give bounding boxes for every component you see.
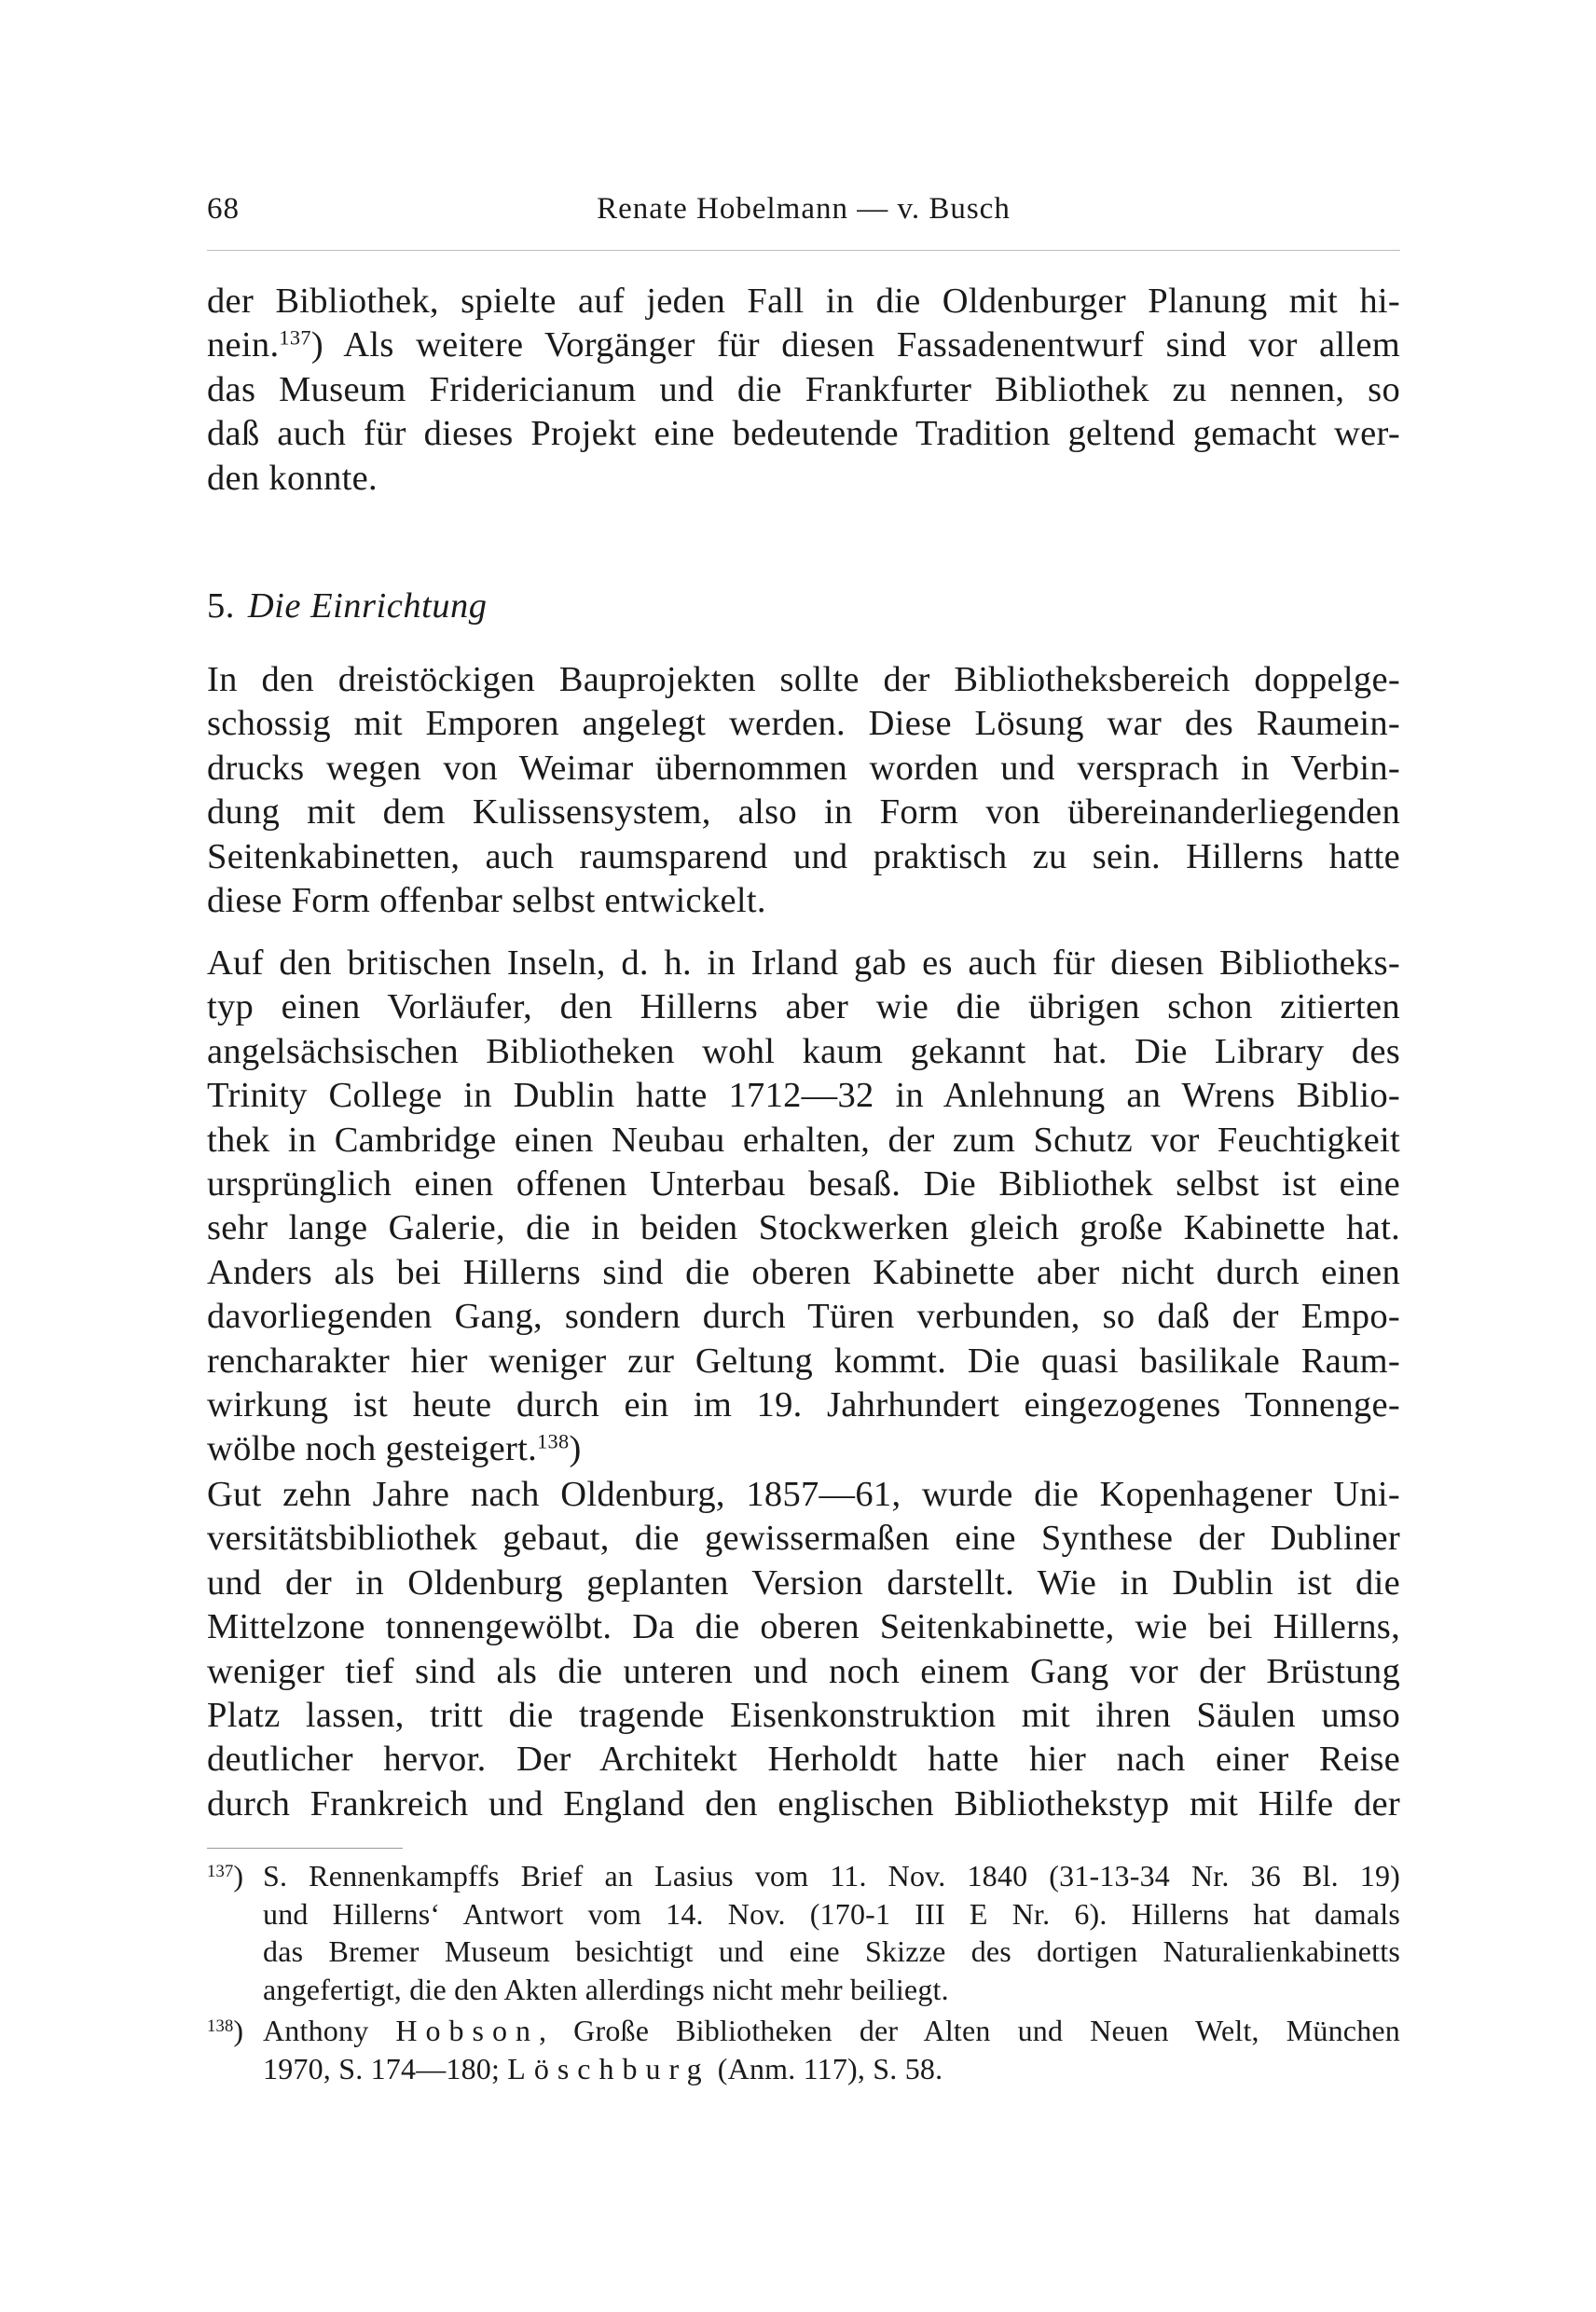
footnote-line: Anthony Hobson, Große Bibliotheken der Alten und Neuen Welt, München: [263, 2014, 1400, 2047]
paragraph-1: [207, 280, 1400, 501]
running-title: Renate Hobelmann — v. Busch: [597, 192, 1011, 226]
text-line: das Museum Fridericianum und die Frankfurter Bibliothek zu nennen, so: [207, 369, 1400, 409]
text-line: sehr lange Galerie, die in beiden Stockwerken gleich große Kabinette hat.: [207, 1208, 1400, 1248]
text-line: rencharakter hier weniger zur Geltung kommt. Die quasi basilikale Raum-: [207, 1341, 1400, 1381]
footnote-marker: $^{138}$): [207, 2014, 244, 2047]
text-line: ursprünglich einen offenen Unterbau besaß. Die Bibliothek selbst ist eine: [207, 1164, 1400, 1204]
text-line: diese Form offenbar selbst entwickelt.: [207, 881, 766, 921]
text-line: thek in Cambridge einen Neubau erhalten, der zum Schutz vor Feuchtigkeit: [207, 1120, 1400, 1160]
text-line: durch Frankreich und England den englischen Bibliothekstyp mit Hilfe der: [207, 1783, 1400, 1823]
text-line: daß auch für dieses Projekt eine bedeutende Tradition geltend gemacht wer-: [207, 414, 1400, 454]
text-line: Auf den britischen Inseln, d. h. in Irland gab es auch für diesen Bibliotheks-: [207, 943, 1400, 983]
footnotes: [207, 1857, 1400, 2091]
footnote-rule: [207, 1848, 403, 1849]
footnote-line: und Hillerns‘ Antwort vom 14. Nov. (170-1 III E Nr. 6). Hillerns hat damals: [263, 1896, 1400, 1931]
text-line: Anders als bei Hillerns sind die oberen Kabinette aber nicht durch einen: [207, 1252, 1400, 1292]
author-name-spaced: Löschburg: [507, 2051, 710, 2085]
text-line: deutlicher hervor. Der Architekt Herholdt hatte hier nach einer Reise: [207, 1740, 1400, 1780]
footnote-line: S. Rennenkampffs Brief an Lasius vom 11. Nov. 1840 (31-13-34 Nr. 36 Bl. 19): [263, 1859, 1400, 1892]
page-number: 68: [207, 192, 240, 226]
text-line: schossig mit Emporen angelegt werden. Diese Lösung war des Raumein-: [207, 704, 1400, 744]
text-line: drucks wegen von Weimar übernommen worden und versprach in Verbin-: [207, 748, 1400, 788]
text-line: und der in Oldenburg geplanten Version darstellt. Wie in Dublin ist die: [207, 1562, 1400, 1603]
section-number: 5.: [207, 586, 235, 626]
text-line: angelsächsischen Bibliotheken wohl kaum gekannt hat. Die Library des: [207, 1031, 1400, 1071]
text-line: davorliegenden Gang, sondern durch Türen verbunden, so daß der Empo-: [207, 1297, 1400, 1337]
footnote-line: 1970, S. 174—180; Löschburg (Anm. 117), S. 58.: [263, 2051, 943, 2085]
footnote-ref-137: 137: [279, 326, 311, 351]
text-line: weniger tief sind als die unteren und noch einem Gang vor der Brüstung: [207, 1651, 1400, 1691]
page-header: [207, 192, 1400, 239]
footnote-138: [207, 2012, 1400, 2087]
text-line: Mittelzone tonnengewölbt. Da die oberen Seitenkabinette, wie bei Hillerns,: [207, 1607, 1400, 1647]
text-line: versitätsbibliothek gebaut, die gewissermaßen eine Synthese der Dubliner: [207, 1519, 1400, 1559]
footnote-ref-138: 138: [537, 1430, 570, 1454]
text-line: der Bibliothek, spielte auf jeden Fall in die Oldenburger Planung mit hi-: [207, 282, 1400, 321]
paragraph-3: [207, 942, 1400, 1472]
section-heading: [207, 585, 488, 626]
footnote-line: das Bremer Museum besichtigt und eine Skizze des dortigen Naturalienkabinetts: [263, 1934, 1400, 1968]
paragraph-4: [207, 1473, 1400, 1826]
footnote-line: angefertigt, die den Akten allerdings nicht mehr beiliegt.: [263, 1972, 949, 2006]
text-line: den konnte.: [207, 458, 378, 498]
text-line: Trinity College in Dublin hatte 1712—32 in Anlehnung an Wrens Biblio-: [207, 1076, 1400, 1116]
text-line: dung mit dem Kulissensystem, also in Form von übereinanderliegenden: [207, 792, 1400, 833]
text-line: nein.$^{137}$) Als weitere Vorgänger für diesen Fassadenentwurf sind vor allem: [207, 325, 1400, 365]
text-line: wölbe noch gesteigert.$^{138}$): [207, 1429, 582, 1469]
text-line: typ einen Vorläufer, den Hillerns aber wie die übrigen schon zitierten: [207, 987, 1400, 1027]
text-line: Platz lassen, tritt die tragende Eisenkonstruktion mit ihren Säulen umso: [207, 1696, 1400, 1736]
footnote-137: [207, 1857, 1400, 2008]
author-name-spaced: Hobson: [395, 2014, 539, 2047]
text-line: In den dreistöckigen Bauprojekten sollte der Bibliotheksbereich doppelge-: [207, 660, 1400, 699]
text-line: Gut zehn Jahre nach Oldenburg, 1857—61, wurde die Kopenhagener Uni-: [207, 1475, 1400, 1514]
section-title: Die Einrichtung: [247, 586, 488, 626]
text-line: wirkung ist heute durch ein im 19. Jahrhundert eingezogenes Tonnenge-: [207, 1385, 1400, 1425]
text-line: Seitenkabinetten, auch raumsparend und praktisch zu sein. Hillerns hatte: [207, 836, 1400, 876]
header-rule: [207, 250, 1400, 251]
footnote-marker: $^{137}$): [207, 1859, 244, 1892]
paragraph-2: [207, 658, 1400, 923]
